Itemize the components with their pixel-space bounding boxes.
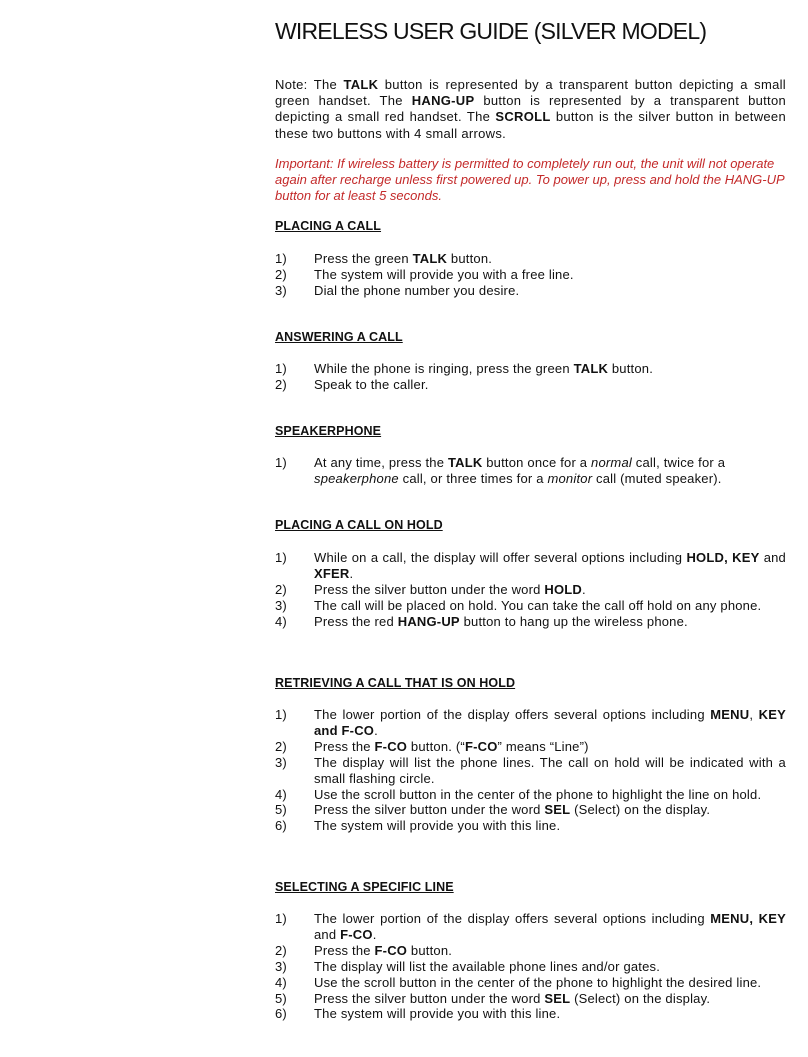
- list-item: 5) Press the silver button under the word SEL (Select) on the display.: [275, 990, 711, 1006]
- list-item: 2) Press the silver button under the word HOLD.: [275, 581, 586, 597]
- hold-steps: [275, 550, 786, 630]
- list-item: 2) The system will provide you with a free line.: [275, 266, 574, 282]
- hold-heading: PLACING A CALL ON HOLD: [275, 518, 443, 532]
- placing-call-heading: PLACING A CALL: [275, 219, 382, 233]
- placing-call-steps: [275, 251, 786, 299]
- select-line-steps: [275, 911, 786, 1022]
- retrieve-heading: RETRIEVING A CALL THAT IS ON HOLD: [275, 676, 516, 690]
- list-item: 4) Use the scroll button in the center of the phone to highlight the line on hold.: [275, 786, 762, 802]
- list-item: 2) Press the F-CO button.: [275, 942, 453, 958]
- list-item: 3) The display will list the phone lines. The call on hold will be indicated with a small flashing circle.: [275, 754, 786, 786]
- list-item: 6) The system will provide you with this line.: [275, 818, 561, 834]
- important-warning: Important: If wireless battery is permitted to completely run out, the unit will not operate again after recharge unless first powered up. To power up, press and hold the HANG-UP button for at least 5 seconds.: [275, 156, 785, 204]
- list-item: 4) Press the red HANG-UP button to hang up the wireless phone.: [275, 613, 688, 629]
- answering-call-heading: ANSWERING A CALL: [275, 330, 403, 344]
- list-item: 3) Dial the phone number you desire.: [275, 282, 520, 298]
- page-title: WIRELESS USER GUIDE (SILVER MODEL): [275, 18, 707, 44]
- list-item: 1) The lower portion of the display offers several options including MENU, KEY and F-CO.: [275, 911, 786, 942]
- list-item: 2) Speak to the caller.: [275, 376, 429, 392]
- list-item: 6) The system will provide you with this line.: [275, 1006, 561, 1022]
- speakerphone-heading: SPEAKERPHONE: [275, 424, 382, 438]
- answering-call-steps: [275, 361, 786, 393]
- list-item: 3) The call will be placed on hold. You can take the call off hold on any phone.: [275, 597, 762, 613]
- retrieve-steps: [275, 707, 786, 834]
- list-item: 5) Press the silver button under the word SEL (Select) on the display.: [275, 802, 711, 818]
- list-item: 3) The display will list the available phone lines and/or gates.: [275, 958, 661, 974]
- list-item: 1) While on a call, the display will offer several options including HOLD, KEY and XFER.: [275, 550, 786, 581]
- list-item: 2) Press the F-CO button. (“F-CO” means “Line”): [275, 738, 589, 754]
- list-item: 1) The lower portion of the display offers several options including MENU, KEY and F-CO.: [275, 707, 787, 738]
- select-line-heading: SELECTING A SPECIFIC LINE: [275, 880, 454, 894]
- speakerphone-steps: [275, 455, 786, 487]
- note-paragraph: Note: The TALK button is represented by a transparent button depicting a small green handset. The HANG-UP button is represented by a transparent button depicting a small red handset. The SCROLL button is the silver button in between these two buttons with 4 small arrows.: [275, 77, 787, 141]
- list-item: 1) While the phone is ringing, press the green TALK button.: [275, 361, 654, 376]
- list-item: 4) Use the scroll button in the center of the phone to highlight the desired line.: [275, 974, 762, 990]
- list-item: 1) Press the green TALK button.: [275, 251, 493, 266]
- list-item: 1) At any time, press the TALK button once for a normal call, twice for a speakerphone call, or three times for a monitor call (muted speaker).: [275, 455, 726, 486]
